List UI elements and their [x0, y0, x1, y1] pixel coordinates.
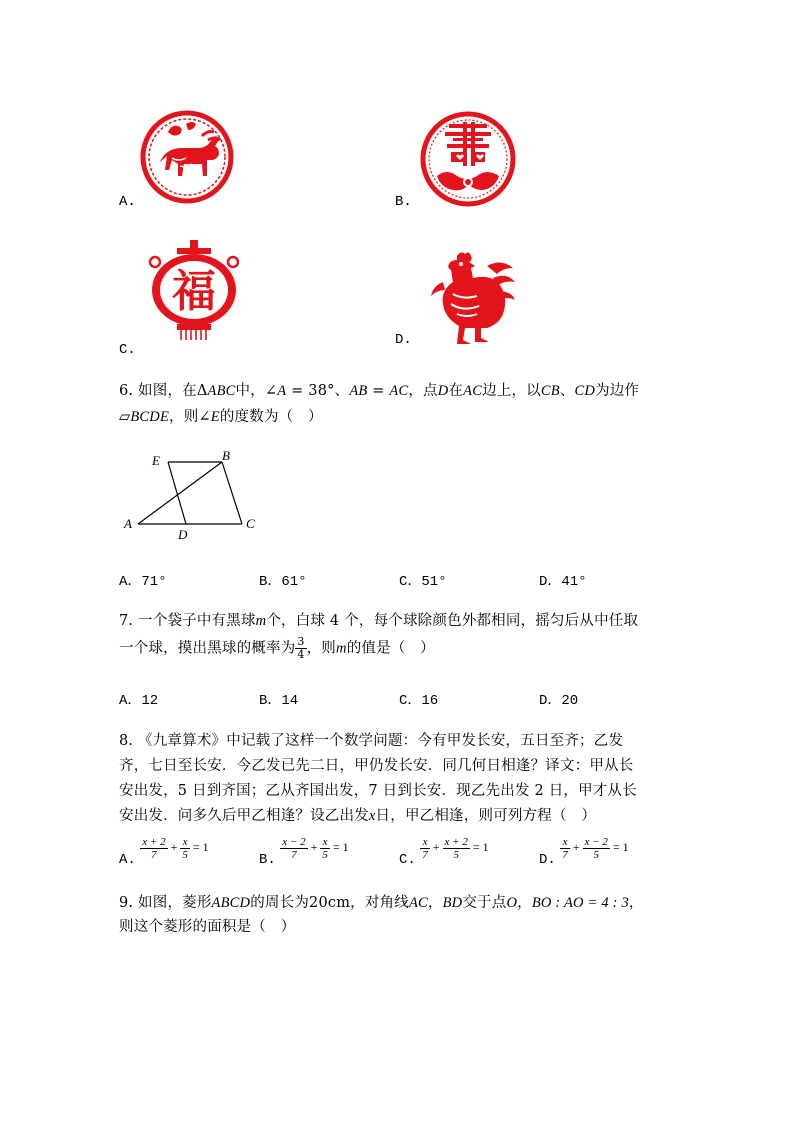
- q7-choice-c[interactable]: C．16: [399, 693, 439, 709]
- q7-probability-fraction: $\frac{3}{4}$: [297, 635, 305, 661]
- rooster-papercut-icon: [427, 248, 519, 346]
- fu-character: 福: [172, 266, 216, 317]
- segment-bc: [222, 462, 242, 524]
- q5-option-a[interactable]: [119, 110, 369, 210]
- q5-option-b-label: B.: [395, 194, 412, 210]
- q6-choice-c[interactable]: C．51°: [399, 574, 447, 590]
- ox-papercut-icon: [140, 110, 234, 204]
- fu-lantern-papercut-icon: [147, 238, 241, 342]
- q9-line-1: 9. 如图，菱形ABCD的周长为20cm，对角线AC，BD交于点O，BO : AO = 4 : 3，: [119, 895, 644, 911]
- q8-choice-a[interactable]: A. $\frac{x + 2}{7}$ + $\frac{x}{5}$ = 1: [119, 836, 209, 869]
- q5-option-d-label: D.: [395, 332, 412, 348]
- q8-line-1: 8. 《九章算术》中记载了这样一个数学问题：今有甲发长安，五日至齐；乙发: [119, 733, 624, 749]
- q5-option-b[interactable]: [395, 110, 645, 210]
- q8-choice-d[interactable]: D. $\frac{x}{7}$ + $\frac{x - 2}{5}$ = 1: [539, 836, 629, 869]
- q6-line-1: 6. 如图，在ΔABC中，∠A = 38°、AB = AC，点D在AC边上，以CB、CD为边作: [119, 383, 640, 399]
- segment-ab: [138, 462, 222, 524]
- q5-option-d[interactable]: [395, 248, 645, 348]
- q7-choice-a[interactable]: A．12: [119, 693, 159, 709]
- q6-line-2: ▱BCDE，则∠E的度数为（ ）: [119, 409, 323, 425]
- q5-option-a-label: A.: [119, 194, 136, 210]
- label-d: D: [178, 527, 188, 542]
- label-c: C: [246, 516, 255, 531]
- double-happiness-papercut-icon: [419, 110, 517, 208]
- q8-line-2: 齐，七日至长安．今乙发已先二日，甲仍发长安．同几何日相逢？译文：甲从长: [119, 758, 634, 774]
- q8-line-4: 安出发．问多久后甲乙相逢？设乙出发x日，甲乙相逢，则可列方程（ ）: [119, 808, 597, 824]
- q5-option-c-label: C.: [119, 342, 136, 358]
- q6-choice-a[interactable]: A．71°: [119, 574, 167, 590]
- q6-choice-d[interactable]: D．41°: [539, 574, 587, 590]
- label-a: A: [124, 516, 132, 531]
- label-b: B: [222, 448, 230, 463]
- q8-line-3: 安出发，5 日到齐国；乙从齐国出发，7 日到长安．现乙先出发 2 日，甲才从长: [119, 783, 637, 799]
- q9-line-2: 则这个菱形的面积是（ ）: [119, 919, 296, 935]
- q7-choice-d[interactable]: D．20: [539, 693, 579, 709]
- segment-ed: [168, 462, 186, 524]
- q6-choice-b[interactable]: B．61°: [259, 574, 307, 590]
- q8-choice-b[interactable]: B. $\frac{x - 2}{7}$ + $\frac{x}{5}$ = 1: [259, 836, 349, 869]
- q7-line-2: 一个球，摸出黑球的概率为 $\frac{3}{4}$ ，则m的值是（ ）: [119, 635, 435, 661]
- label-e: E: [152, 453, 160, 468]
- q7-choice-b[interactable]: B．14: [259, 693, 299, 709]
- q7-line-1: 7. 一个袋子中有黑球m个，白球 4 个，每个球除颜色外都相同，摇匀后从中任取: [119, 613, 639, 629]
- q5-option-c[interactable]: [119, 238, 369, 358]
- q6-parallelogram-figure: [118, 448, 268, 543]
- q8-choice-c[interactable]: C. $\frac{x}{7}$ + $\frac{x + 2}{5}$ = 1: [399, 836, 489, 869]
